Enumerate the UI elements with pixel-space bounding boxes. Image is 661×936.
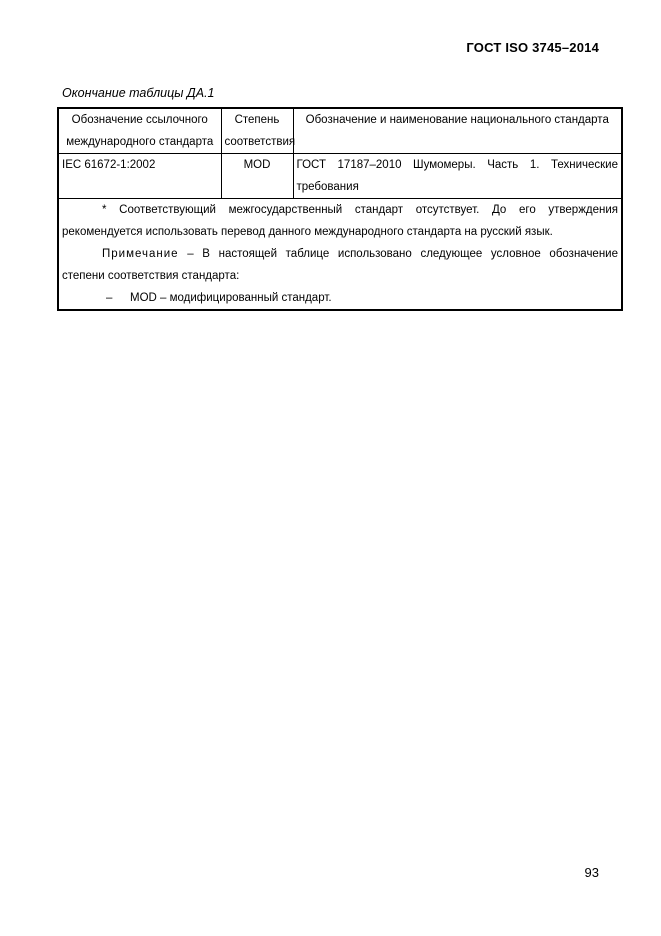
- legend-item-text: MOD – модифицированный стандарт.: [130, 292, 332, 304]
- legend-item: [62, 287, 618, 309]
- column-header-degree: Степень соответствия: [221, 108, 293, 154]
- note-paragraph: [62, 243, 618, 287]
- reference-standards-table: [57, 107, 623, 311]
- table-notes-row: [58, 199, 622, 311]
- table-row: [58, 154, 622, 199]
- document-header: ГОСТ ISO 3745–2014: [466, 40, 599, 55]
- table-header-row: [58, 108, 622, 154]
- note-text: – В настоящей таблице использовано следующее условное обозначение степени соответствия стандарта:: [62, 248, 618, 282]
- cell-degree: MOD: [221, 154, 293, 199]
- column-header-international: Обозначение ссылочного международного стандарта: [58, 108, 221, 154]
- page-number: 93: [584, 865, 599, 880]
- column-header-national: Обозначение и наименование национального стандарта: [293, 108, 622, 154]
- table-notes: [58, 199, 622, 311]
- legend-dash: –: [106, 292, 113, 304]
- cell-national-standard: ГОСТ 17187–2010 Шумомеры. Часть 1. Технические требования: [293, 154, 622, 199]
- table-caption: Окончание таблицы ДА.1: [62, 86, 215, 100]
- note-label: Примечание: [102, 248, 179, 260]
- cell-international-standard: IEC 61672-1:2002: [58, 154, 221, 199]
- footnote-text: * Соответствующий межгосударственный стандарт отсутствует. До его утверждения рекомендуется использовать перевод данного международного стандарта на русский язык.: [62, 204, 618, 238]
